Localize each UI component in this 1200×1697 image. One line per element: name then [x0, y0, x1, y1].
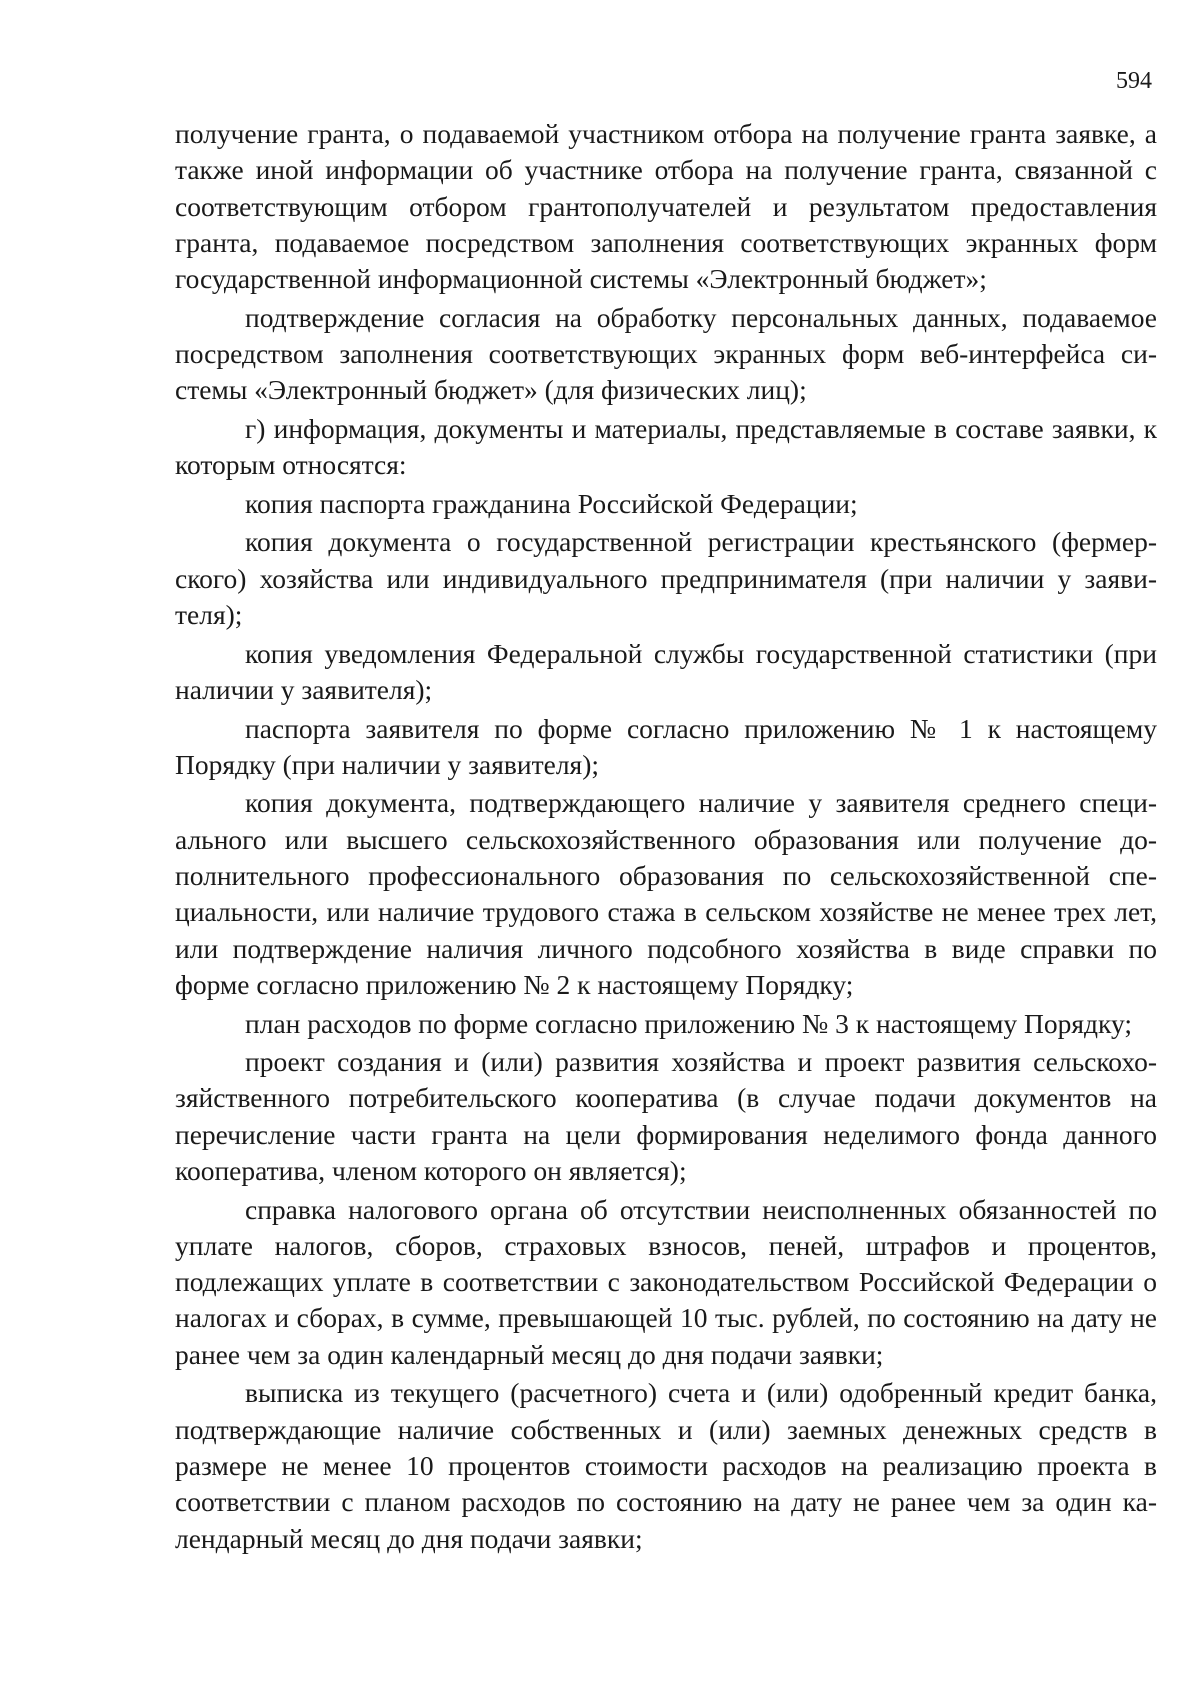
paragraph-passport-copy: копия паспорта гражданина Российской Федерации;	[245, 487, 858, 519]
paragraph-education-document: копия документа, подтверждающего наличие у заявителя среднего специального или высшего сельскохозяйственного образования или получение дополнительного профессионального образования по сельскохозяйственной специальности, или наличие трудового стажа в сельском хозяйстве не менее трех лет, или подтверждение наличия личного подсобного хозяйства в виде справки по форме согласно приложению № 2 к настоящему Порядку;	[175, 787, 1157, 1000]
paragraph-tax-certificate: справка налогового органа об отсутствии неисполненных обязанностей по уплате налогов, сборов, страховых взносов, пеней, штрафов и процентов, подлежащих уплате в соответствии с законодательством Российской Федерации о налогах и сборах, в сумме, превышающей 10 тыс. рублей, по состоянию на дату не ранее чем за один календарный месяц до дня подачи заявки;	[175, 1193, 1157, 1370]
document-body	[175, 116, 1157, 1559]
paragraph-continuation: получение гранта, о подаваемой участником отбора на получение гранта заявке, а также иной информации об участнике отбора на получение гранта, связанной с соответствующим отбором грантополучателей и результатом предоставления гранта, подаваемое посредством заполнения соответствующих экранных форм государственной информационной системы «Электронный бюджет»;	[175, 118, 1157, 295]
paragraph-registration-copy: копия документа о государственной регистрации крестьянского (фермерского) хозяйства или индивидуального предпринимателя (при наличии у заявителя);	[175, 526, 1157, 631]
paragraph-applicant-passport: паспорта заявителя по форме согласно приложению № 1 к настоящему Порядку (при наличии у заявителя);	[175, 712, 1157, 780]
paragraph-development-project: проект создания и (или) развития хозяйства и проект развития сельскохозяйственного потребительского кооператива (в случае подачи документов на перечисление части гранта на цели формирования неделимого фонда данного кооператива, членом которого он является);	[175, 1046, 1157, 1186]
paragraph-statistics-notice: копия уведомления Федеральной службы государственной статистики (при наличии у заявителя);	[175, 637, 1157, 705]
paragraph-bank-statement: выписка из текущего (расчетного) счета и (или) одобренный кредит банка, подтверждающие наличие собственных и (или) заемных денежных средств в размере не менее 10 процентов стоимости расходов на реализацию проекта в соответствии с планом расходов по состоянию на дату не ранее чем за один календарный месяц до дня подачи заявки;	[175, 1377, 1157, 1554]
paragraph-expense-plan: план расходов по форме согласно приложению № 3 к настоящему Порядку;	[245, 1007, 1133, 1039]
paragraph-item-g: г) информация, документы и материалы, представляемые в составе заявки, к которым относятся:	[175, 412, 1157, 481]
paragraph-consent: подтверждение согласия на обработку персональных данных, подаваемое посредством заполнения соответствующих экранных форм веб-интерфейса системы «Электронный бюджет» (для физических лиц);	[175, 301, 1157, 406]
page-number: 594	[1116, 68, 1152, 94]
